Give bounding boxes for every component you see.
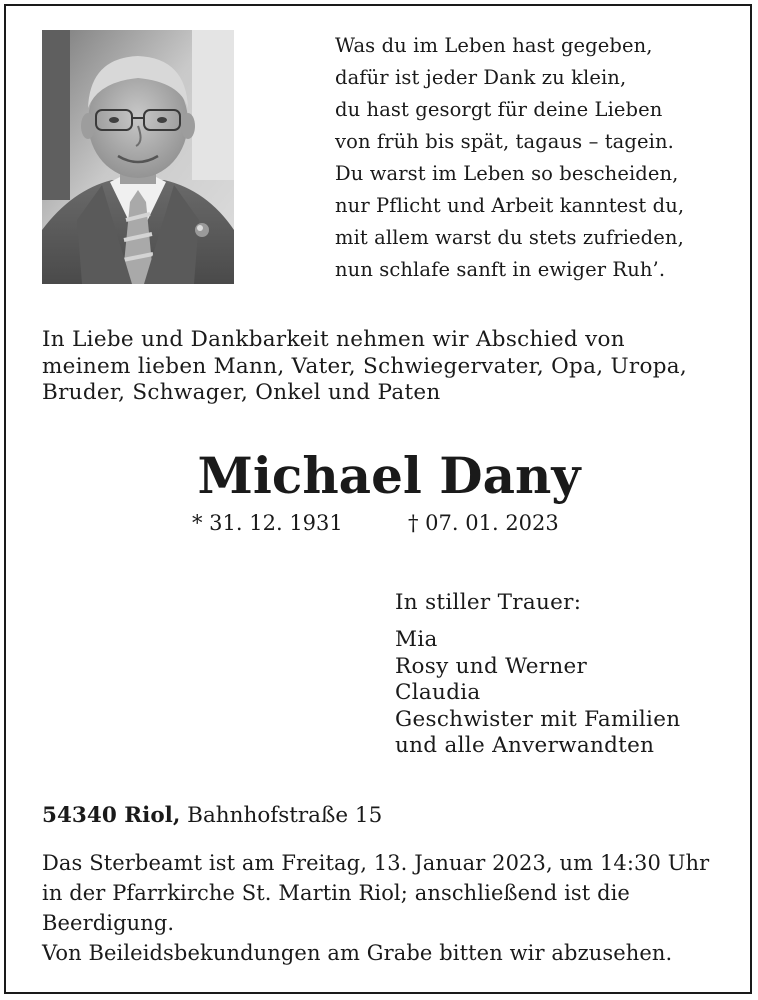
service-line: Das Sterbeamt ist am Freitag, 13. Januar 2023, um 14:30 Uhr <box>42 851 710 875</box>
address-street: Bahnhofstraße 15 <box>187 803 383 828</box>
poem-line: Du warst im Leben so bescheiden, <box>335 162 679 185</box>
service-line: Von Beileidsbekundungen am Grabe bitten wir abzusehen. <box>42 941 673 965</box>
poem-line: nur Pflicht und Arbeit kanntest du, <box>335 194 685 217</box>
address-place: 54340 Riol, <box>42 803 181 828</box>
mourner-name: Geschwister mit Familien <box>395 706 681 732</box>
service-line: in der Pfarrkirche St. Martin Riol; anschließend ist die <box>42 881 630 905</box>
poem-line: mit allem warst du stets zufrieden, <box>335 226 684 249</box>
memorial-poem <box>335 30 735 286</box>
poem-line: Was du im Leben hast gegeben, <box>335 34 653 57</box>
address <box>42 801 382 831</box>
service-line: Beerdigung. <box>42 911 175 935</box>
intro-line: In Liebe und Dankbarkeit nehmen wir Abschied von <box>42 327 625 352</box>
deceased-name: Michael Dany <box>197 446 581 505</box>
mourner-name: Rosy und Werner <box>395 653 588 679</box>
mourners-heading: In stiller Trauer: <box>395 590 582 615</box>
poem-line: von früh bis spät, tagaus – tagein. <box>335 130 674 153</box>
intro-line: meinem lieben Mann, Vater, Schwiegervater, Opa, Uropa, <box>42 353 688 379</box>
death-date: † 07. 01. 2023 <box>408 511 559 535</box>
intro-paragraph <box>42 327 732 407</box>
service-notice <box>42 848 732 968</box>
poem-line: nun schlafe sanft in ewiger Ruh’. <box>335 258 666 281</box>
mourner-name: Claudia <box>395 680 481 705</box>
poem-line: du hast gesorgt für deine Lieben <box>335 98 663 121</box>
birth-date: * 31. 12. 1931 <box>192 511 343 535</box>
mourner-name: Mia <box>395 627 438 652</box>
poem-line: dafür ist jeder Dank zu klein, <box>335 66 627 89</box>
mourner-name: und alle Anverwandten <box>395 733 655 758</box>
intro-line: Bruder, Schwager, Onkel und Paten <box>42 380 441 405</box>
portrait-photo <box>42 30 234 284</box>
mourners-list <box>395 627 680 760</box>
